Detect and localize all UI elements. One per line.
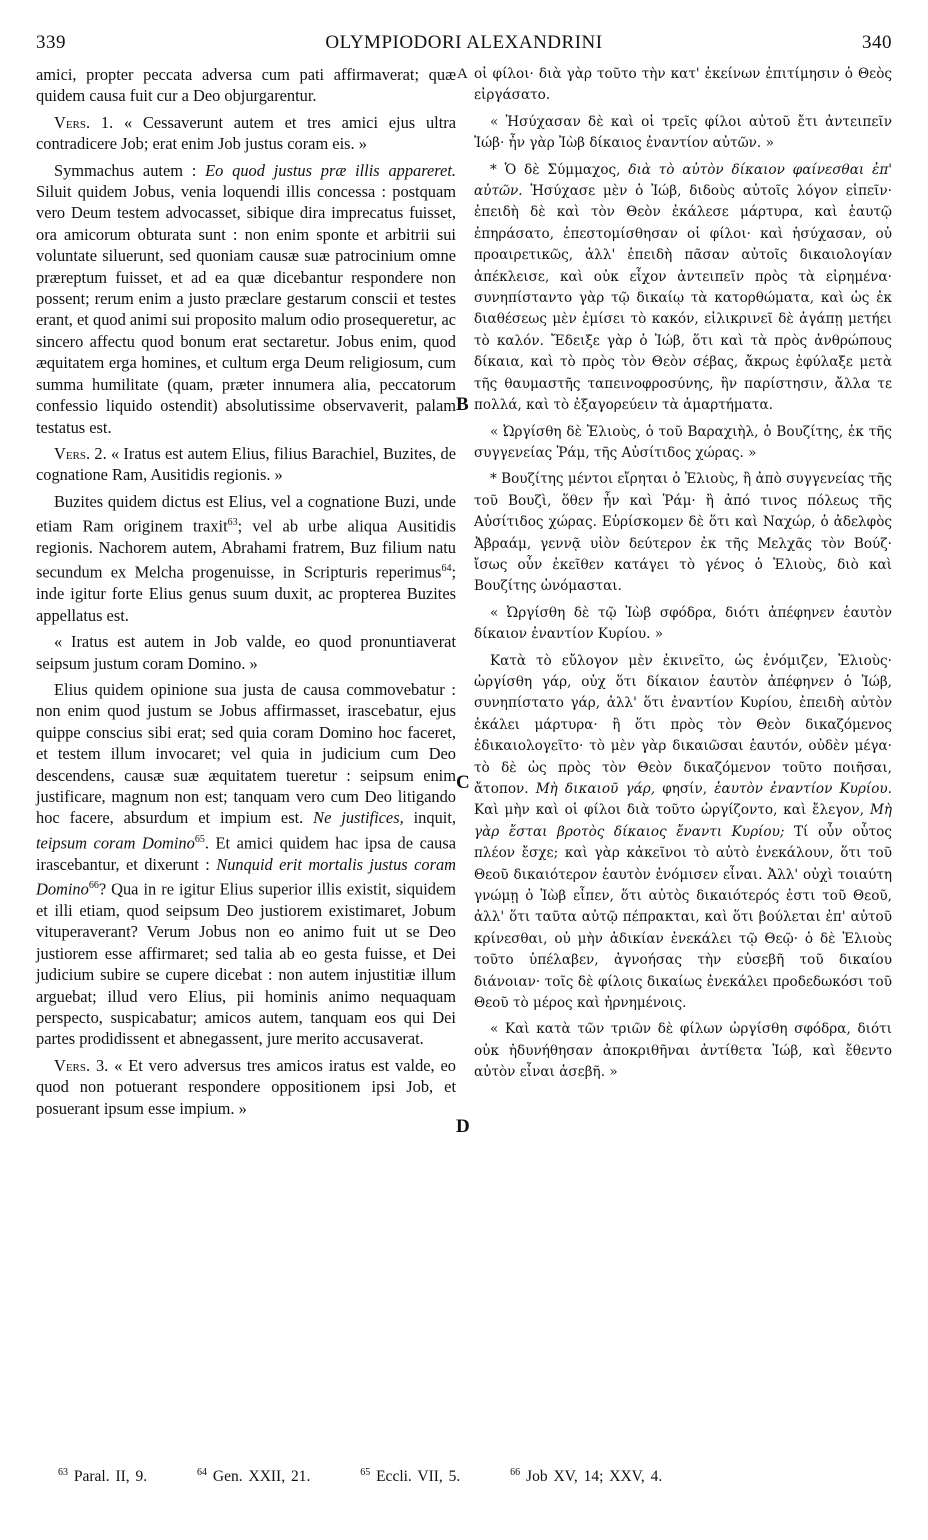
text-run: * Ὁ δὲ Σύμμαχος, (490, 161, 621, 178)
margin-marker-d: D (456, 1116, 470, 1137)
footnote-number: 63 (58, 1467, 68, 1478)
greek-column (474, 64, 892, 1089)
italic-text: Ne justifices, (313, 808, 404, 828)
latin-quote-6: « Iratus est autem in Job valde, eo quod pronuntiaverat seipsum justum coram Domino. » (36, 632, 456, 673)
footnote-ref: 65 (194, 833, 205, 845)
text-run: φησίν, (662, 781, 708, 797)
footnote-number: 66 (510, 1467, 521, 1478)
margin-marker-a: A (457, 66, 468, 82)
verse-text: « Cessaverunt autem et tres amici ejus ultra contradicere Job; erat enim Job justus coram eis. » (36, 112, 456, 154)
italic-text: Μὴ δικαιοῦ γάρ, (535, 781, 656, 797)
footnote-text: Eccli. VII, 5. (376, 1468, 461, 1486)
text-run: Symmachus autem : (54, 160, 197, 180)
greek-verse-1: « Ἡσύχασαν δὲ καὶ οἱ τρεῖς φίλοι αὐτοῦ ἔτι ἀντειπεῖν Ἰώβ· ἦν γὰρ Ἰὼβ δίκαιος ἐναντίον αὐτῶν. » (474, 113, 892, 152)
latin-verse-3 (36, 1055, 456, 1119)
verse-label: Vers. 1. (54, 112, 114, 132)
greek-paragraph-7 (474, 651, 892, 1015)
italic-text: Eo quod justus præ illis appareret. (205, 160, 456, 180)
latin-paragraph-3 (36, 160, 456, 438)
greek-quote-6: « Ὠργίσθη δὲ τῷ Ἰὼβ σφόδρα, διότι ἀπέφηνεν ἑαυτὸν δίκαιον ἐναντίον Κυρίου. » (474, 604, 892, 643)
footnotes (58, 1467, 858, 1486)
verse-label: Vers. 3. (54, 1055, 109, 1075)
footnote-ref: 64 (441, 563, 452, 575)
italic-text: teipsum coram Domino (36, 833, 195, 853)
greek-paragraph-1: οἱ φίλοι· διὰ γὰρ τοῦτο τὴν κατ' ἐκείνων ἐπιτίμησιν ὁ Θεὸς εἰργάσατο. (474, 66, 892, 104)
text-run: ; inde igitur forte Elius genus suum duxit, ac propterea Buzites appellatus est. (36, 562, 456, 625)
footnote-text: Gen. XXII, 21. (212, 1468, 311, 1486)
latin-verse-2 (36, 443, 456, 486)
margin-marker-c: C (456, 772, 470, 793)
verse-text: « Et vero adversus tres amicos iratus est valde, eo quod non potuerant respondere oppositionem ipsi Job, et posuerant ipsum esse impium. » (36, 1055, 456, 1118)
latin-column (36, 64, 456, 1124)
footnote-66 (510, 1468, 684, 1485)
footnote-number: 64 (197, 1467, 208, 1478)
latin-paragraph-1: amici, propter peccata adversa cum pati affirmaverat; quæ quidem causa fuit cur a Deo objurgarentur. (36, 65, 456, 106)
italic-text: Nunquid erit mortalis justus coram Domino (36, 854, 456, 899)
italic-text: ἑαυτὸν ἐναντίον Κυρίου. (714, 781, 892, 797)
text-run: Καὶ μὴν καὶ οἱ φίλοι διὰ τοῦτο ὠργίζοντο, καὶ ἔλεγον, (474, 802, 865, 819)
footnote-63 (58, 1468, 169, 1485)
greek-paragraph-3 (474, 160, 892, 417)
text-run: ? Qua in re igitur Elius superior illis existit, siquidem et illi etiam, quod seipsum Deo justiorem existimaret, Jobum vituperaverant? Verum Jobus non eo animo fuit ut se Deo justiorem esse affirmaret; sed talia ab eo gesta fuisse, et Dei judicium subire se cupere dicebat : non autem injustitiæ illum arguebat; illud vero Elius, pii hominis animo nequaquam perspecto, suspicabatur; amicos autem, tanquam eos qui Dei partes prodidissent et abnegassent, jure merito accusaverat. (36, 879, 456, 1049)
footnote-65 (360, 1468, 482, 1485)
italic-text: Μὴ γὰρ ἔσται βροτὸς δίκαιος ἔναντι Κυρίου; (474, 802, 893, 840)
footnote-ref: 66 (88, 880, 99, 892)
margin-marker-b: B (456, 394, 469, 415)
latin-paragraph-5 (36, 491, 456, 626)
greek-paragraph-5: * Βουζίτης μέντοι εἴρηται ὁ Ἐλιοὺς, ἢ ἀπὸ συγγενείας τῆς τοῦ Βουζὶ, ὅθεν ἦν καὶ Ῥάμ· ἢ ἀπό τινος πόλεως τῆς Αὐσίτιδος χώρας. Εὑρίσκομεν δὲ ὅτι καὶ Ναχώρ, ὁ ἀδελφὸς Ἀβραάμ, γεννᾷ υἱὸν δεύτερον ἐκ τῆς Μελχᾶς τὸν Βούζ· ἴσως οὖν ἐκεῖθεν κατάγει τὸ γένος ὁ Ἐλιοὺς, διὸ καὶ Βουζίτης ὠνόμασται. (474, 471, 892, 595)
text-run: Ἡσύχασε μὲν ὁ Ἰώβ, διδοὺς αὐτοῖς λόγον εἰπεῖν· ἐπειδὴ δὲ καὶ τὸν Θεὸν ἐκάλεσε μάρτυρα, καὶ ἑαυτῷ ἐπηράσατο, ἐπεστομίσθησαν οἱ φίλοι· καὶ ἡσύχασαν, οὐ προαιρετικῶς, ἀλλ' ἐπειδὴ πᾶσαν αὐτοῖς δικαιολογίαν ἀπέκλεισε, καὶ οὐκ εἶχον ἀντειπεῖν πρὸς τὰ εἰρημένα· συνηπίσταντο γὰρ τῷ δικαίῳ τὰ κατορθώματα, καὶ ὡς ἐκ διαθέσεως μὲν ἐμίσει τὸ κακόν, εἰλικρινεῖ δὲ ἀγάπῃ μετήει τὸ καλόν. Ἔδειξε γὰρ ὁ Ἰώβ, ὅτι καὶ τὰ πρὸς ἀνθρώπους δίκαια, καὶ τὸ πρὸς τὸν Θεὸν σέβας, ἄκρως ἐφύλαξε μετὰ τῆς θαυμαστῆς ταπεινοφροσύνης, ἣν παρίστησιν, ἄλλα τε πολλά, καὶ τὸ ἐξαγορεύειν τὰ ἁμαρτήματα. (474, 183, 892, 414)
text-run: Siluit quidem Jobus, venia loquendi illis concessa : postquam vero Deum testem advocasset, sibique dira imprecatus fuisset, ora amicorum obturata sunt : non enim sponte et arbitrii sui voluntate siluerunt, sed quoniam causæ suæ patrocinium omne præreptum fuisset, et ad ea quæ dicebantur respondere non possent; rerum enim a justo præclare gestarum conscii et testes erant, et quod animi sui proposito malum odio prosequeretur, ac sincero affectu quod bonum erat sectaretur. Jobus enim, quod æquitatem erga homines, et cultum erga Deum religiosum, cum summa humilitate (quam, præter innumera alia, peccatorum confessio liquido ostendit) absolutissime observaverit, palam testatus est. (36, 182, 456, 437)
italic-text: διὰ τὸ αὐτὸν δίκαιον φαίνεσθαι ἐπ' αὐτῶν. (474, 161, 892, 200)
page-number-right: 340 (862, 32, 892, 53)
greek-verse-3: « Καὶ κατὰ τῶν τριῶν δὲ φίλων ὠργίσθη σφόδρα, διότι οὐκ ἠδυνήθησαν ἀποκριθῆναι ἀντίθετα Ἰώβ, καὶ ἔθεντο αὐτὸν εἶναι ἀσεβῆ. » (474, 1021, 892, 1081)
verse-text: « Iratus est autem Elius, filius Barachiel, Buzites, de cognatione Ram, Ausitidis regionis. » (36, 443, 456, 485)
page-number-left: 339 (36, 32, 66, 53)
footnote-text: Paral. II, 9. (73, 1468, 148, 1486)
verse-label: Vers. 2. (54, 443, 107, 463)
running-title: OLYMPIODORI ALEXANDRINI (325, 32, 603, 53)
footnote-text: Job XV, 14; XXV, 4. (526, 1468, 663, 1486)
text-run: Elius quidem opinione sua justa de causa commovebatur : non enim quod justum se Jobus affirmasset, irascebatur, ejus quippe conscius sibi erat; sed quia coram Domino hoc faceret, et testem illum invocaret; vel quia in judicium cum Deo descendens, causæ suæ æquitatem tueretur : seipsum enim justificare, magnum non est; tanquam vero cum Deo litigando hoc facere, absurdum et impium est. (36, 679, 456, 828)
footnote-ref: 63 (227, 517, 238, 529)
text-run: Buzites quidem dictus est Elius, vel a cognatione Buzi, unde etiam Ram originem traxit (36, 491, 456, 536)
footnote-number: 65 (360, 1467, 371, 1478)
text-run: . Et amici quidem hac ipsa de causa irascebantur, et dixerunt : (36, 833, 456, 874)
text-run: inquit, (413, 808, 456, 828)
text-run: ; vel ab urbe aliqua Ausitidis regionis. Nachorem autem, Abrahami fratrem, Buz filium natu secundum ex Melcha progenuisse, in Scripturis reperimus (36, 516, 456, 582)
greek-verse-2: « Ὠργίσθη δὲ Ἐλιοὺς, ὁ τοῦ Βαραχιὴλ, ὁ Βουζίτης, ἐκ τῆς συγγενείας Ῥάμ, τῆς Αὐσίτιδος χώρας. » (474, 423, 892, 461)
latin-verse-1 (36, 112, 456, 155)
text-run: Τί οὖν οὗτος πλέον ἔσχε; καὶ γὰρ κἀκεῖνοι τὸ αὐτὸ ἐνεκάλουν, ὅτι τοῦ Θεοῦ δικαιότερον ἑαυτὸν ἐνόμισεν εἶναι. Ἀλλ' οὐχὶ τοιαύτη γνώμῃ ὁ Ἰὼβ εἶπεν, ὅτι αὐτὸς δικαιότερός ἐστι τοῦ Θεοῦ, ἀλλ' ὅτι ταῦτα αὐτῷ πέπρακται, καὶ ὅτι βούλεται ἐπ' αὐτοῦ κρίνεσθαι, οὐ μὴν ἀδικίαν ἐνεκάλει τῷ Θεῷ· ὁ δὲ Ἐλιοὺς τοῦτο ὑπέλαβεν, ἀγνοήσας τὴν εὐσεβῆ τοῦ δικαίου διάνοιαν· τοῖς δὲ φίλοις δικαίως ἐνεκάλει προδεδωκόσι τοῦ Θεοῦ τὸ μέρος καὶ ἠρνημένοις. (474, 823, 892, 1012)
text-run: Κατὰ τὸ εὔλογον μὲν ἐκινεῖτο, ὡς ἐνόμιζεν, Ἐλιοὺς· ὠργίσθη γάρ, οὐχ ὅτι δίκαιον ἑαυτὸν ἀπέφηνεν ὁ Ἰώβ, συνηπίστατο γάρ, ἀλλ' ὅτι ἐναντίον Κυρίου, ἐπειδὴ αὐτὸν ἐκάλει μάρτυρα· ἢ ὅτι πρὸς τὸν Θεὸν δικαζόμενος ἐδικαιολογεῖτο· τὸ μὲν γὰρ δικαιῶσαι ἑαυτόν, οὐδὲν μέγα· τὸ δὲ ὡς πρὸς τὸν Θεὸν δικαζόμενον τοῦτο ποιῆσαι, ἄτοπον. (474, 652, 892, 797)
running-header (36, 32, 892, 62)
latin-paragraph-7 (36, 679, 456, 1050)
footnote-64 (197, 1468, 332, 1485)
